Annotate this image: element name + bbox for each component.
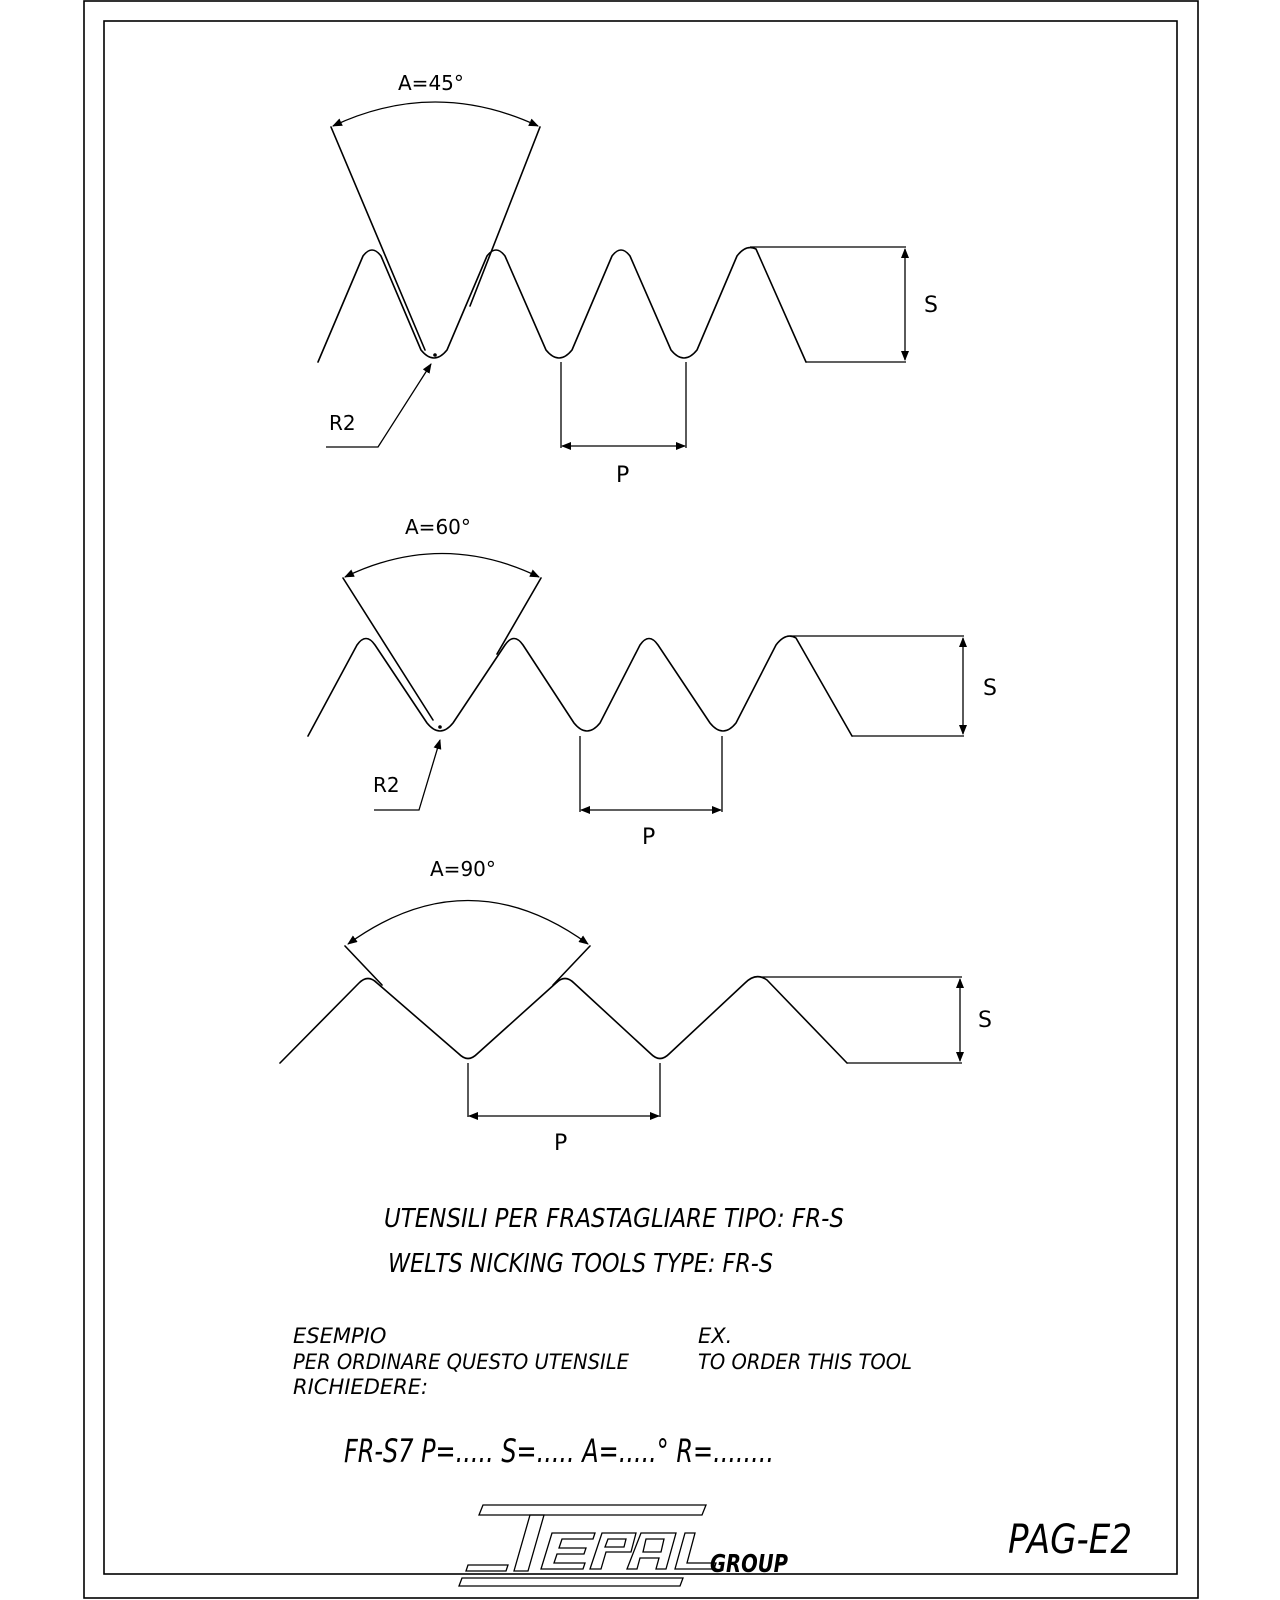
- depth-label-60: S: [983, 676, 997, 701]
- title-english: WELTS NICKING TOOLS TYPE: FR-S: [388, 1249, 773, 1279]
- radius-center-dot-60: [438, 725, 442, 729]
- angle-label-45: A=45°: [398, 71, 464, 95]
- example-en-line1: EX.: [698, 1324, 733, 1348]
- profile-60-degree: [308, 515, 997, 850]
- angle-line-right-60: [497, 578, 541, 654]
- angle-arc-90: [348, 901, 588, 945]
- depth-label-45: S: [924, 293, 938, 318]
- logo-group-text: GROUP: [710, 1549, 788, 1578]
- radius-label-45: R2: [329, 411, 356, 435]
- example-it-line2: PER ORDINARE QUESTO UTENSILE: [293, 1350, 630, 1374]
- radius-center-dot: [433, 353, 437, 357]
- depth-label-90: S: [978, 1008, 992, 1033]
- profile-45-degree: [318, 71, 938, 488]
- angle-line-right-45: [470, 127, 540, 306]
- pitch-label-45: P: [616, 463, 630, 488]
- angle-line-left-45: [331, 127, 425, 350]
- order-code: FR-S7 P=..... S=..... A=.....° R=........: [344, 1432, 774, 1470]
- pitch-label-60: P: [642, 825, 656, 850]
- angle-label-60: A=60°: [405, 515, 471, 539]
- tepal-logo: [459, 1497, 788, 1586]
- angle-line-right-90: [553, 946, 590, 985]
- angle-label-90: A=90°: [430, 857, 496, 881]
- tooth-profile-90: [280, 977, 847, 1063]
- angle-arc-60: [345, 554, 539, 578]
- outer-frame: [84, 1, 1198, 1598]
- example-it-line3: RICHIEDERE:: [293, 1375, 429, 1399]
- example-en-line2: TO ORDER THIS TOOL: [698, 1350, 912, 1374]
- inner-frame: [104, 21, 1177, 1574]
- angle-line-left-60: [343, 578, 433, 720]
- example-it-line1: ESEMPIO: [293, 1324, 387, 1348]
- tooth-profile-45: [318, 248, 806, 362]
- page-code: PAG-E2: [1008, 1517, 1132, 1563]
- radius-label-60: R2: [373, 773, 400, 797]
- title-italian: UTENSILI PER FRASTAGLIARE TIPO: FR-S: [384, 1204, 844, 1234]
- profile-90-degree: [280, 857, 992, 1156]
- pitch-label-90: P: [554, 1131, 568, 1156]
- angle-arc-45: [333, 102, 538, 126]
- logo-brand-text: TEPAL: [470, 1499, 474, 1500]
